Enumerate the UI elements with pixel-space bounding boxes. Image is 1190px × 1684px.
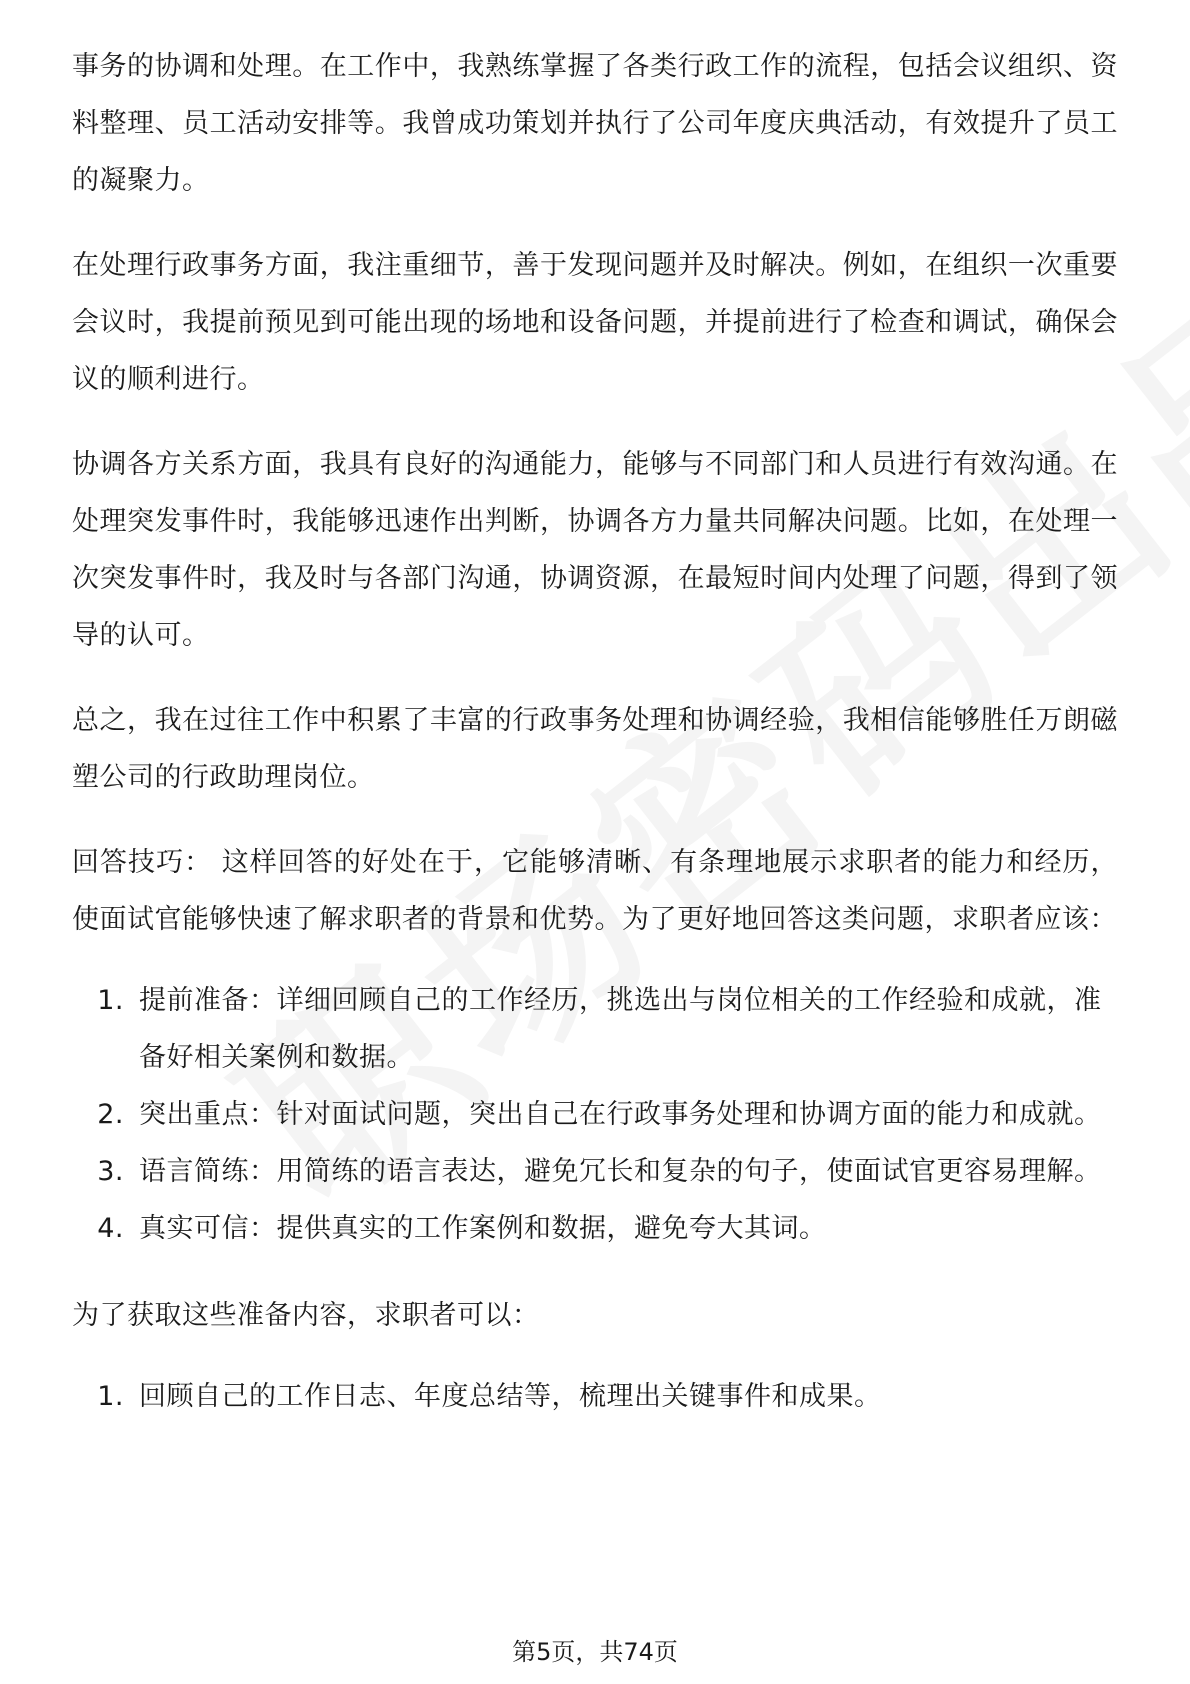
- page-footer: 第5页，共74页: [512, 1638, 678, 1666]
- paragraph-prep-intro: 为了获取这些准备内容，求职者可以：: [72, 1300, 540, 1331]
- list-item: [84, 1143, 1118, 1200]
- document-body: [72, 38, 1118, 1455]
- list-text: 提前准备：详细回顾自己的工作经历，挑选出与岗位相关的工作经验和成就，准备好相关案例和数据。: [139, 985, 1102, 1073]
- list-text: 回顾自己的工作日志、年度总结等，梳理出关键事件和成果。: [139, 1381, 882, 1412]
- list-item: [84, 972, 1118, 1086]
- paragraph-summary: 总之，我在过往工作中积累了丰富的行政事务处理和协调经验，我相信能够胜任万朗磁塑公司的行政助理岗位。: [72, 705, 1118, 793]
- list-number: 2.: [97, 1099, 124, 1130]
- list-item: [84, 1086, 1118, 1143]
- list-item: [84, 1200, 1118, 1257]
- list-number: 4.: [97, 1213, 124, 1244]
- paragraph-answer-tips: 回答技巧： 这样回答的好处在于，它能够清晰、有条理地展示求职者的能力和经历，使面试官能够快速了解求职者的背景和优势。为了更好地回答这类问题，求职者应该：: [72, 847, 1118, 935]
- list-text: 语言简练：用简练的语言表达，避免冗长和复杂的句子，使面试官更容易理解。: [139, 1156, 1102, 1187]
- list-number: 1.: [97, 985, 124, 1016]
- paragraph-details: 在处理行政事务方面，我注重细节，善于发现问题并及时解决。例如，在组织一次重要会议时，我提前预见到可能出现的场地和设备问题，并提前进行了检查和调试，确保会议的顺利进行。: [72, 250, 1118, 395]
- prep-list: [72, 1368, 1118, 1425]
- list-text: 真实可信：提供真实的工作案例和数据，避免夸大其词。: [139, 1213, 827, 1244]
- list-number: 3.: [97, 1156, 124, 1187]
- list-number: 1.: [97, 1381, 124, 1412]
- paragraph-coordination: 协调各方关系方面，我具有良好的沟通能力，能够与不同部门和人员进行有效沟通。在处理突发事件时，我能够迅速作出判断，协调各方力量共同解决问题。比如，在处理一次突发事件时，我及时与各部门沟通，协调资源，在最短时间内处理了问题，得到了领导的认可。: [72, 449, 1118, 651]
- list-item: [84, 1368, 1118, 1425]
- list-text: 突出重点：针对面试问题，突出自己在行政事务处理和协调方面的能力和成就。: [139, 1099, 1102, 1130]
- paragraph-experience: 事务的协调和处理。在工作中，我熟练掌握了各类行政工作的流程，包括会议组织、资料整理、员工活动安排等。我曾成功策划并执行了公司年度庆典活动，有效提升了员工的凝聚力。: [72, 51, 1118, 196]
- tips-list: [72, 972, 1118, 1257]
